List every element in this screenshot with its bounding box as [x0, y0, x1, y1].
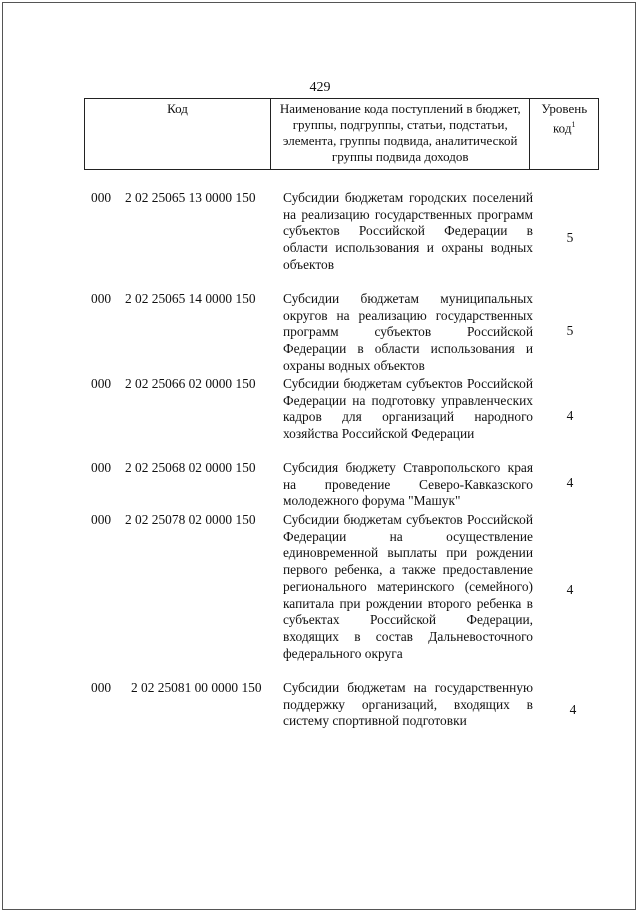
header-table: [84, 98, 599, 170]
page-number: 429: [309, 80, 331, 95]
income-code: 2 02 25068 02 0000 150: [125, 460, 256, 475]
admin-code: 000: [91, 512, 112, 527]
admin-code: 000: [91, 460, 112, 475]
header-level-label: Уровень код: [541, 101, 588, 136]
income-name: Субсидии бюджетам городских поселений на реализацию государственных программ субъектов Российской Федерации в области использования и охраны водных объектов: [283, 190, 533, 272]
income-code: 2 02 25065 13 0000 150: [125, 190, 256, 205]
header-code-label: Код: [167, 101, 188, 116]
income-code: 2 02 25065 14 0000 150: [125, 291, 256, 306]
income-name: Субсидии бюджетам муниципальных округов на реализацию государственных программ субъектов Российской Федерации в области использования и охраны водных объектов: [283, 291, 533, 373]
admin-code: 000: [91, 291, 112, 306]
income-code: 2 02 25078 02 0000 150: [125, 512, 256, 527]
level-code: 4: [566, 582, 574, 597]
level-code: 4: [569, 702, 577, 717]
admin-code: 000: [91, 190, 112, 205]
level-code: 4: [566, 475, 574, 490]
income-name: Субсидия бюджету Ставропольского края на проведение Северо-Кавказского молодежного форума "Машук": [283, 460, 533, 509]
income-name: Субсидии бюджетам субъектов Российской Федерации на подготовку управленческих кадров для организаций народного хозяйства Российской Федерации: [283, 376, 533, 442]
admin-code: 000: [91, 680, 112, 695]
header-name: [270, 99, 530, 170]
income-code: 2 02 25081 00 0000 150: [131, 680, 262, 695]
header-level: [530, 99, 599, 170]
income-name: Субсидии бюджетам субъектов Российской Федерации на осуществление единовременной выплаты при рождении первого ребенка, а также предоставление регионального материнского (семейного) капитала при рождении второго ребенка в субъектах Российской Федерации, входящих в состав Дальневосточного федерального округа: [283, 512, 533, 661]
header-code: [85, 99, 271, 170]
income-code: 2 02 25066 02 0000 150: [125, 376, 256, 391]
level-code: 5: [566, 230, 574, 245]
header-level-footnote: 1: [571, 120, 576, 129]
header-name-label: Наименование кода поступлений в бюджет, группы, подгруппы, статьи, подстатьи, элемента, группы подвида, аналитической группы подвида доходов: [279, 101, 521, 164]
income-name: Субсидии бюджетам на государственную поддержку организаций, входящих в систему спортивной подготовки: [283, 680, 533, 729]
level-code: 4: [566, 408, 574, 423]
admin-code: 000: [91, 376, 112, 391]
level-code: 5: [566, 323, 574, 338]
